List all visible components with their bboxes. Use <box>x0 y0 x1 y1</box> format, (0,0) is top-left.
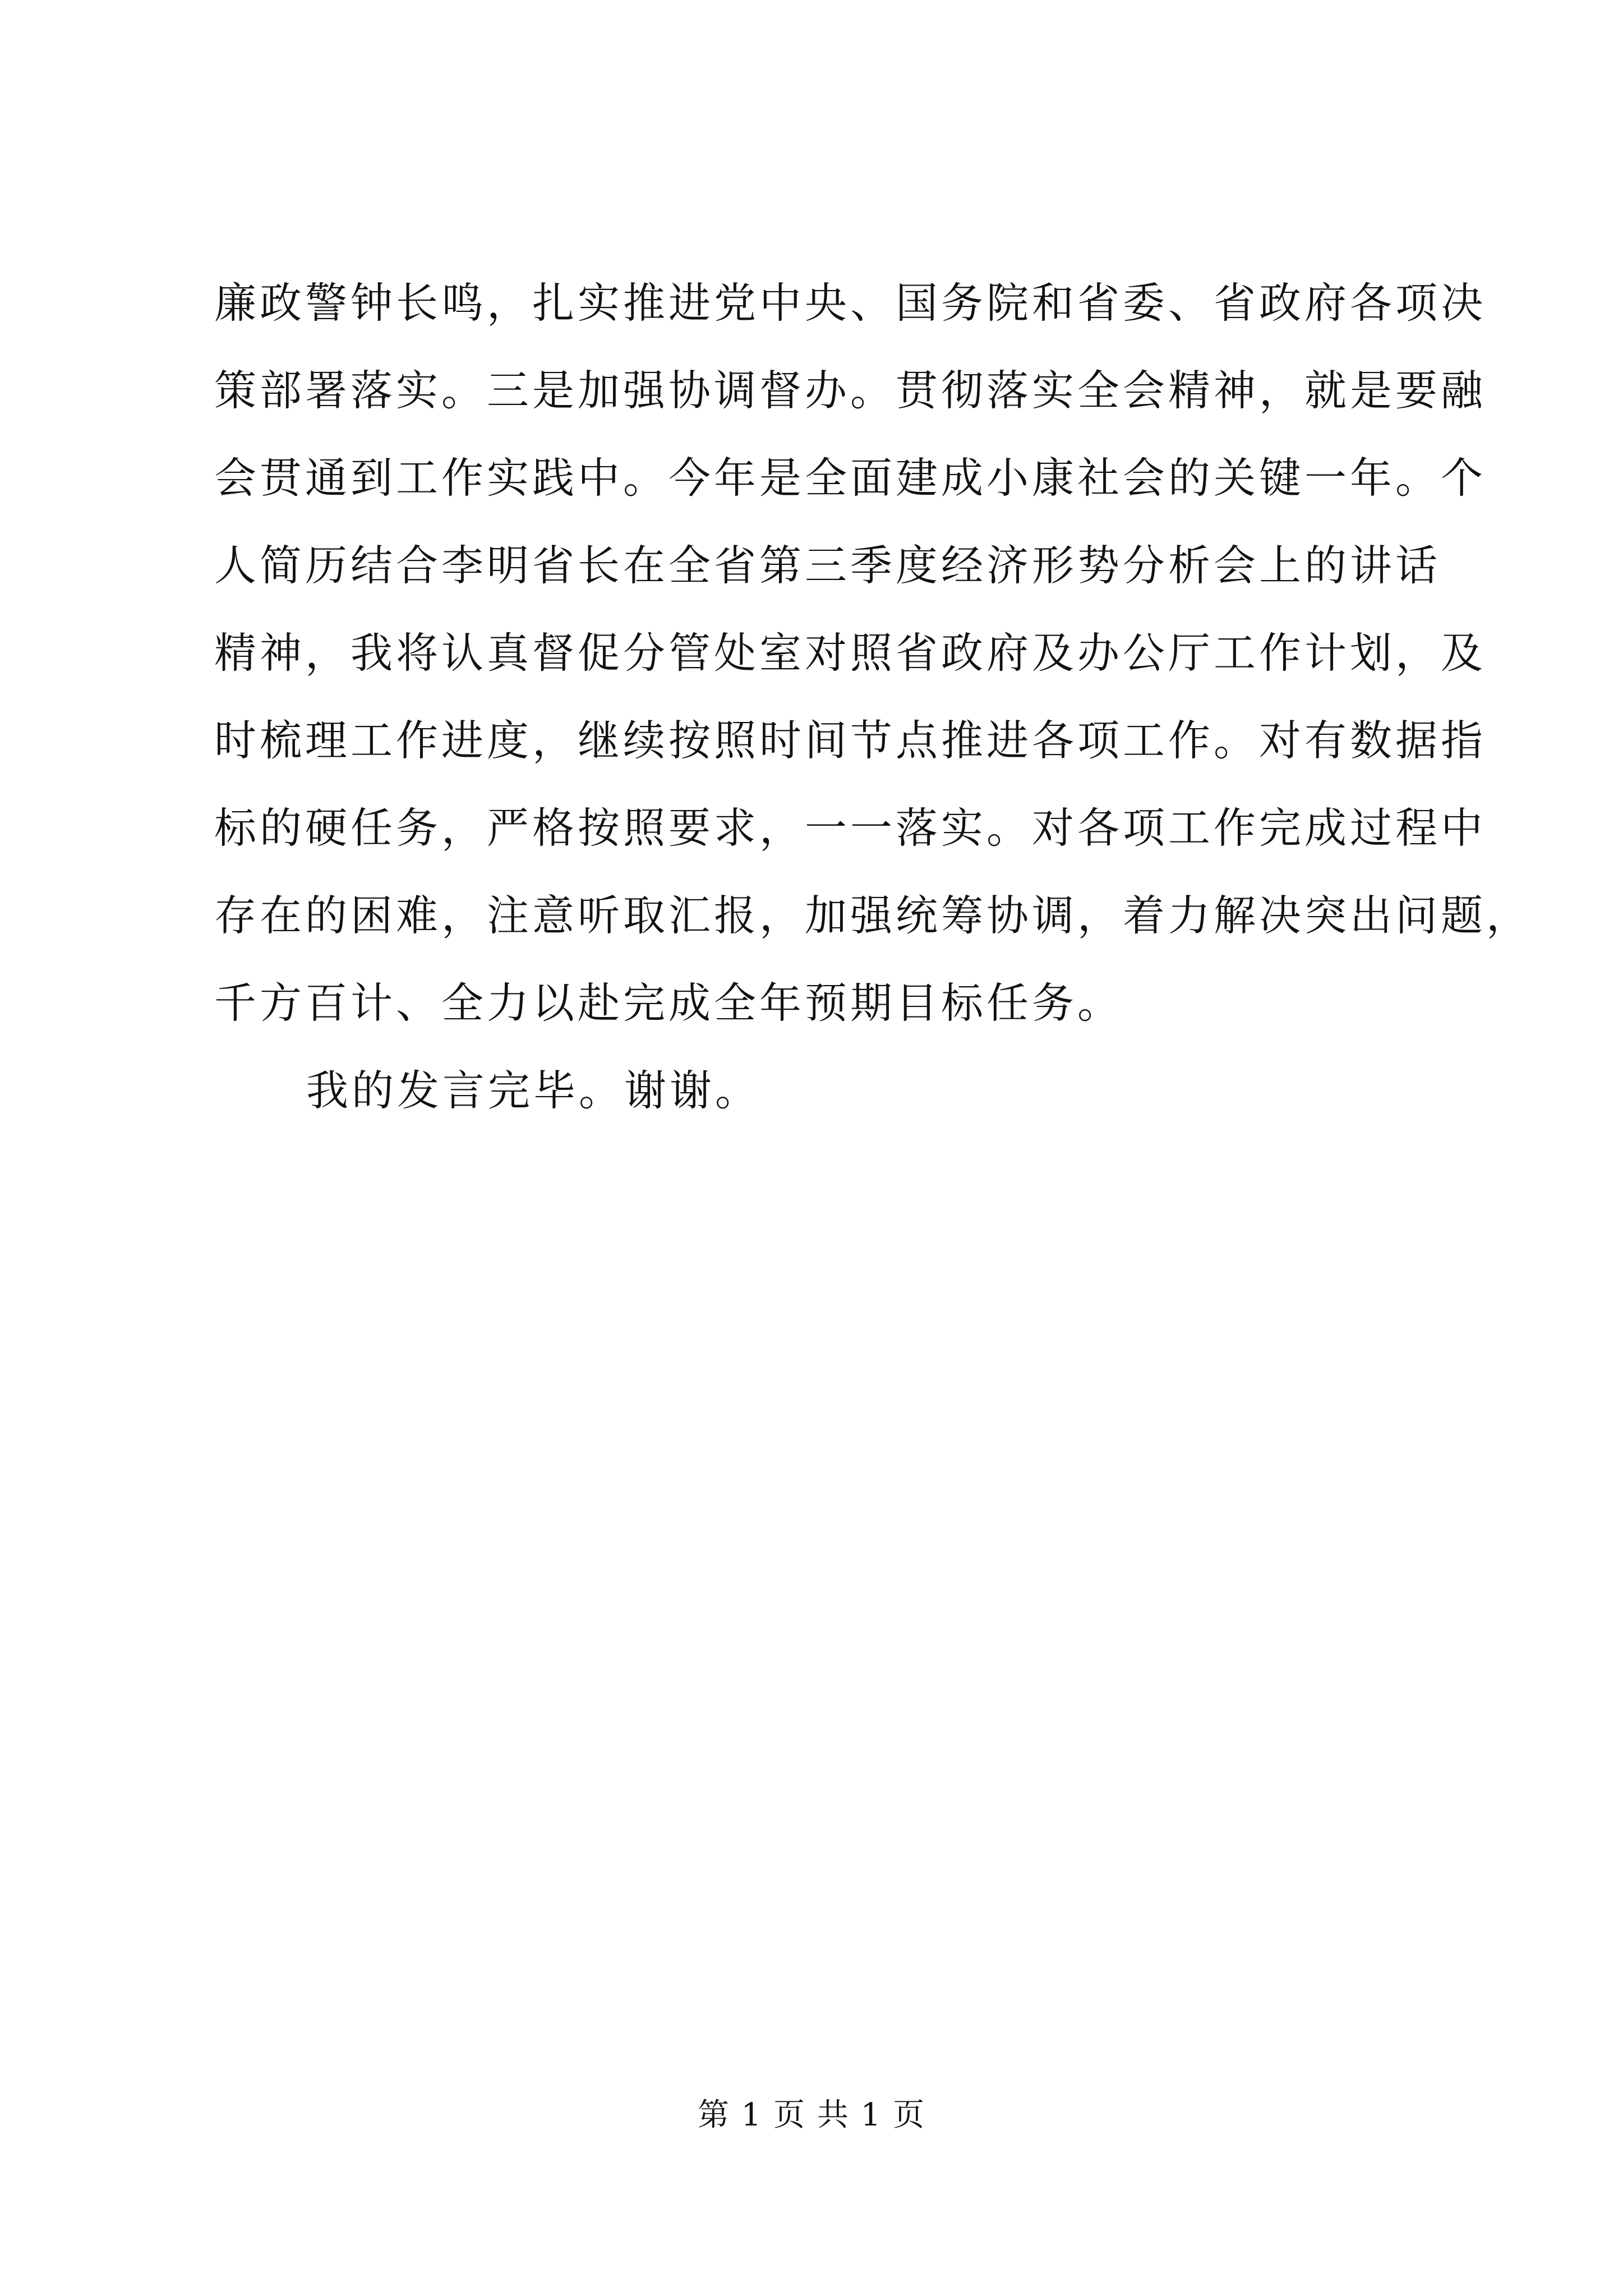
paragraph-line: 标的硬任务，严格按照要求，一一落实。对各项工作完成过程中 <box>214 803 1487 853</box>
paragraph-line: 精神，我将认真督促分管处室对照省政府及办公厅工作计划，及 <box>214 628 1487 678</box>
paragraph-line: 会贯通到工作实践中。今年是全面建成小康社会的关键一年。个 <box>214 453 1487 503</box>
body-text <box>214 259 1532 1134</box>
paragraph-line: 时梳理工作进度，继续按照时间节点推进各项工作。对有数据指 <box>214 716 1487 765</box>
page-number-footer: 第 1 页 共 1 页 <box>697 2097 926 2133</box>
paragraph-line: 千方百计、全力以赴完成全年预期目标任务。 <box>214 978 1123 1028</box>
paragraph-line: 存在的困难，注意听取汇报，加强统筹协调，着力解决突出问题， <box>214 891 1532 940</box>
paragraph-line: 人简历结合李明省长在全省第三季度经济形势分析会上的讲话 <box>214 541 1441 590</box>
paragraph-line: 廉政警钟长鸣，扎实推进党中央、国务院和省委、省政府各项决 <box>214 278 1487 328</box>
closing-remark: 我的发言完毕。谢谢。 <box>306 1066 761 1115</box>
paragraph-line: 策部署落实。三是加强协调督办。贯彻落实全会精神，就是要融 <box>214 366 1487 415</box>
